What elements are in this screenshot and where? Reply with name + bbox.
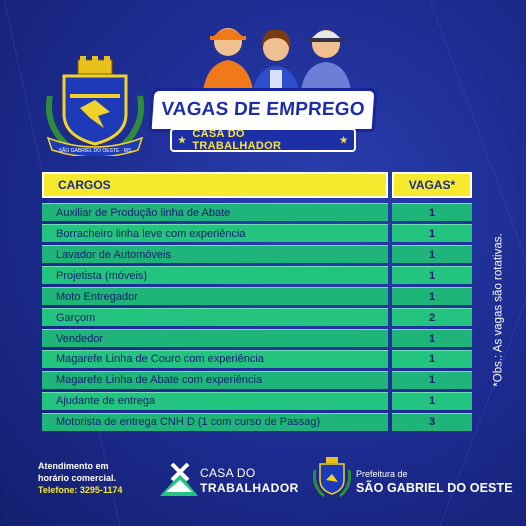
- job-title: Borracheiro linha leve com experiência: [42, 224, 388, 242]
- job-vacancies: 1: [392, 371, 472, 389]
- job-vacancies: 3: [392, 413, 472, 431]
- table-row: [42, 266, 472, 284]
- side-note-text: *Obs.: As vagas são rotativas.: [493, 233, 506, 387]
- banner-subtitle: CASA DO TRABALHADOR: [192, 128, 282, 152]
- job-vacancies: 1: [392, 224, 472, 242]
- table-row: [42, 287, 472, 305]
- job-title: Lavador de Automóveis: [42, 245, 388, 263]
- table-body: [42, 203, 472, 431]
- prefeitura-text: [356, 467, 513, 495]
- casa-line1: CASA DO: [200, 466, 256, 480]
- table-row: [42, 413, 472, 431]
- pref-line1: Prefeitura de: [356, 469, 408, 479]
- banner-title: VAGAS DE EMPREGO: [148, 88, 377, 132]
- table-row: [42, 392, 472, 410]
- prefeitura-crest-logo: [312, 456, 352, 498]
- contact-phone: Telefone: 3295-1174: [38, 485, 123, 495]
- table-row: [42, 245, 472, 263]
- table-row: [42, 371, 472, 389]
- table-row: [42, 203, 472, 221]
- job-vacancies: 1: [392, 245, 472, 263]
- job-vacancies: 1: [392, 329, 472, 347]
- footer: [0, 450, 526, 526]
- table-row: [42, 308, 472, 326]
- header-vagas: VAGAS*: [392, 172, 472, 198]
- job-title: Magarefe Linha de Abate com experiência: [42, 371, 388, 389]
- job-title: Magarefe Linha de Couro com experiência: [42, 350, 388, 368]
- workers-illustration: [190, 8, 360, 100]
- jobs-table: [42, 172, 472, 434]
- table-header: [42, 172, 472, 198]
- job-vacancies: 2: [392, 308, 472, 326]
- job-title: Vendedor: [42, 329, 388, 347]
- crest-motto: SÃO GABRIEL DO OESTE · MS: [58, 148, 132, 154]
- casa-line2: TRABALHADOR: [200, 481, 299, 495]
- banner-subtitle-box: [170, 128, 356, 152]
- job-vacancies: 1: [392, 287, 472, 305]
- job-title: Motorista de entrega CNH D (1 com curso de Passag): [42, 413, 388, 431]
- casa-logo-text: [200, 466, 299, 496]
- job-title: Ajudante de entrega: [42, 392, 388, 410]
- header-cargos: CARGOS: [42, 172, 388, 198]
- job-title: Garçom: [42, 308, 388, 326]
- star-icon: ★: [178, 134, 187, 145]
- municipal-crest-logo: [40, 56, 150, 156]
- job-vacancies: 1: [392, 392, 472, 410]
- contact-line2: horário comercial.: [38, 473, 117, 483]
- side-note: [486, 180, 512, 440]
- contact-info: [38, 460, 158, 496]
- star-icon: ★: [339, 134, 348, 145]
- job-vacancies: 1: [392, 203, 472, 221]
- pref-line2: SÃO GABRIEL DO OESTE: [356, 481, 513, 495]
- table-row: [42, 224, 472, 242]
- job-vacancies: 1: [392, 266, 472, 284]
- title-banner: [150, 88, 376, 158]
- table-row: [42, 329, 472, 347]
- job-vacancies: 1: [392, 350, 472, 368]
- table-row: [42, 350, 472, 368]
- contact-line1: Atendimento em: [38, 461, 109, 471]
- job-title: Auxiliar de Produção linha de Abate: [42, 203, 388, 221]
- job-title: Moto Entregador: [42, 287, 388, 305]
- job-title: Projetista (móveis): [42, 266, 388, 284]
